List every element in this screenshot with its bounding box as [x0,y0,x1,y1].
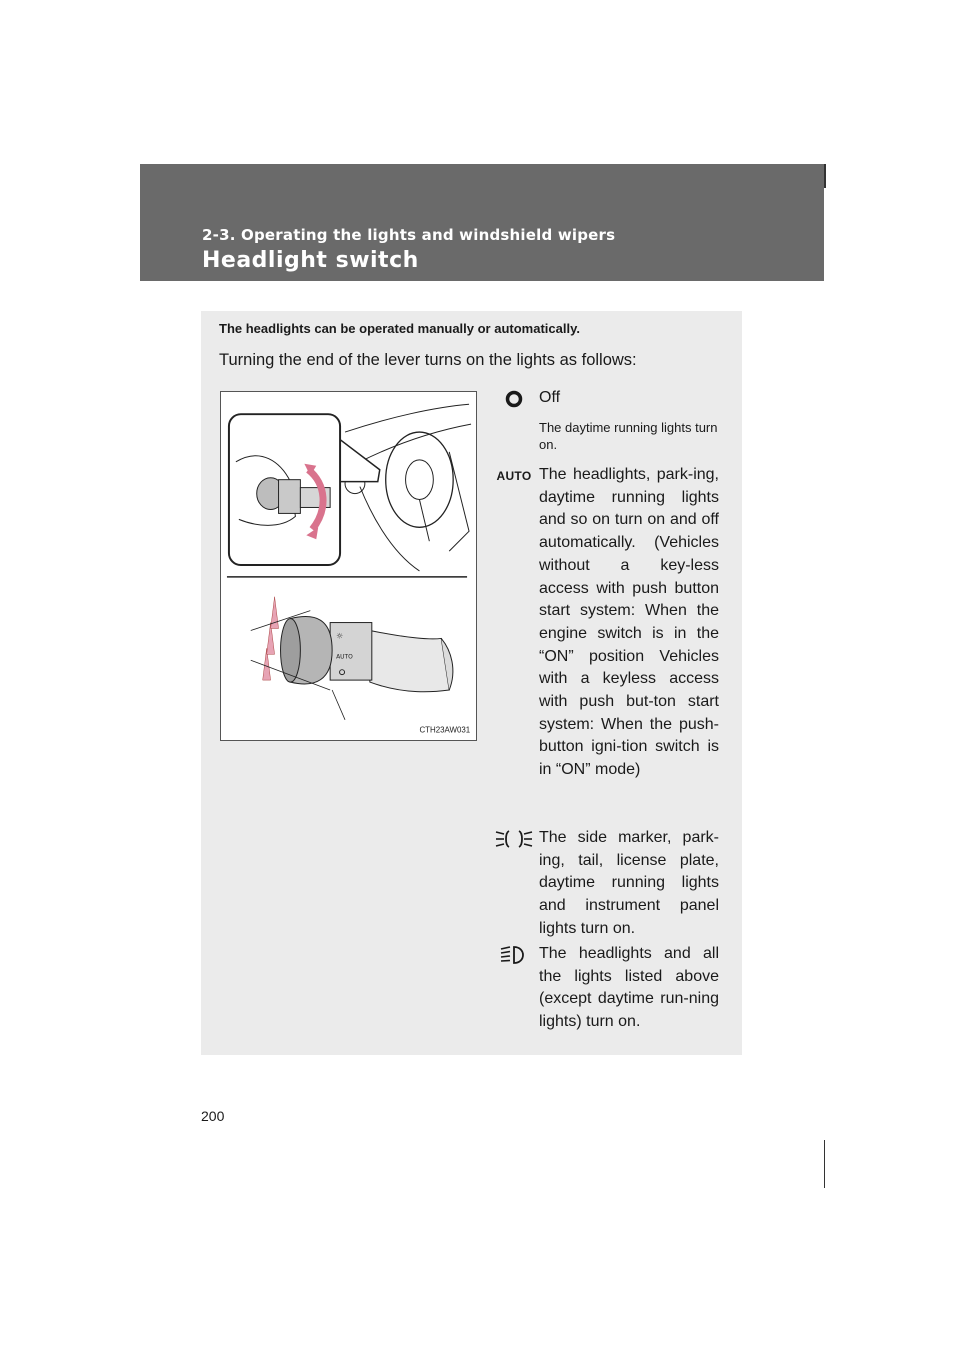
auto-text-icon: AUTO [496,469,532,483]
item-note: The daytime running lights turn on. [539,420,718,452]
page-title: Headlight switch [202,248,419,273]
item-description: The headlights, park-ing, daytime running lights and so on turn on and off automatically. (Vehicles without a key-less access with push button start system: When the engine switch is in the “ON” position Vehicles with a keyless access with push but-ton start system: When the push-button igni-tion switch is in “ON” mode) [539,466,719,779]
svg-text:☼: ☼ [336,631,344,641]
headlight-switch-illustration [220,391,477,741]
lead-text: Turning the end of the lever turns on the lights as follows: [219,351,637,369]
svg-text:AUTO: AUTO [336,653,353,661]
item-description: The side marker, park-ing, tail, license plate, daytime running lights and instrument panel lights turn on. [539,829,719,937]
section-header [140,164,824,281]
item-description: Off [539,389,561,406]
content-panel [201,311,742,1055]
top-right-tick [824,164,826,188]
figure-code: CTH23AW031 [419,725,471,735]
item-description: The headlights and all the lights listed above (except daytime run-ning lights) turn on. [539,945,719,1031]
off-circle-icon [491,389,537,409]
page-number: 200 [201,1108,225,1124]
bottom-right-tick [824,1140,825,1188]
headlight-icon [491,945,537,965]
parking-lights-icon [491,829,537,849]
intro-text: The headlights can be operated manually or automatically. [219,321,580,336]
lever-drawing [221,392,476,740]
section-title: 2-3. Operating the lights and windshield wipers [202,226,616,244]
